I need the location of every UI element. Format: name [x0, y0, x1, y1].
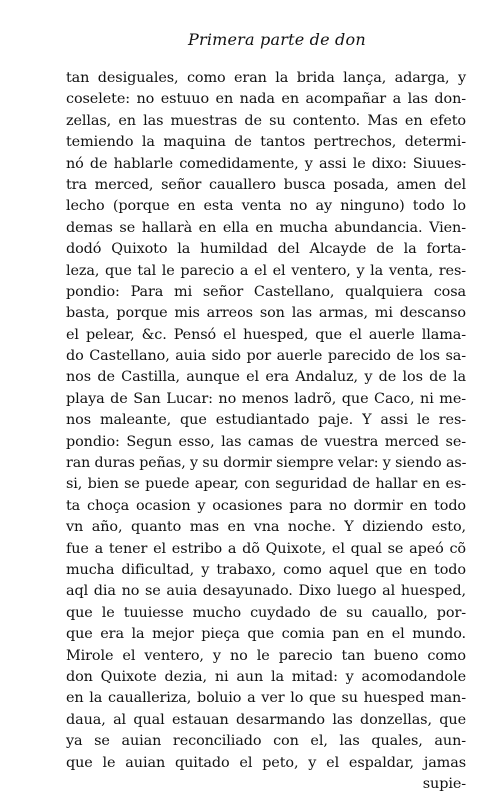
text-line: coselete: no estuuo en nada en acompañar a las don- [66, 91, 466, 108]
text-line: pondio: Para mi señor Castellano, qualquiera cosa [66, 283, 466, 300]
text-line: nó de hablarle comedidamente, y assi le dixo: Siuues- [66, 155, 466, 172]
catchword: supie- [422, 775, 466, 792]
text-line: fue a tener el estribo a dõ Quixote, el qual se apeó cõ [66, 540, 466, 557]
text-line: ya se auian reconciliado con el, las quales, aun- [66, 733, 466, 750]
text-line: aql dia no se auia desayunado. Dixo luego al huesped, [66, 583, 466, 600]
text-line: vn año, quanto mas en vna noche. Y diziendo esto, [66, 519, 466, 536]
text-line: temiendo la maquina de tantos pertrechos, determi- [66, 134, 466, 151]
text-line: lecho (porque en esta venta no ay ninguno) todo lo [66, 198, 466, 215]
text-line: en la caualleriza, boluio a ver lo que su huesped man- [66, 690, 466, 707]
text-line: Mirole el ventero, y no le parecio tan bueno como [66, 647, 466, 664]
text-line: tan desiguales, como eran la brida lança, adarga, y [66, 70, 466, 86]
text-line: si, bien se puede apear, con seguridad de hallar en es- [66, 476, 466, 493]
text-line: pondio: Segun esso, las camas de vuestra merced se- [66, 433, 466, 450]
text-line: que le tuuiesse mucho cuydado de su cauallo, por- [66, 604, 466, 621]
text-line: don Quixote dezia, ni aun la mitad: y acomodandole [66, 668, 466, 685]
text-line: ta choça ocasion y ocasiones para no dormir en todo [66, 497, 466, 514]
text-line: do Castellano, auia sido por auerle parecido de los sa- [66, 348, 466, 365]
text-line: que era la mejor pieça que comia pan en el mundo. [66, 626, 466, 643]
text-line: basta, porque mis arreos son las armas, mi descanso [66, 305, 466, 322]
text-line: nos de Castilla, aunque el era Andaluz, y de los de la [66, 369, 466, 386]
text-line: dodó Quixoto la humildad del Alcayde de la forta- [66, 241, 466, 258]
text-line: zellas, en las muestras de su contento. Mas en efeto [66, 112, 466, 129]
text-line: daua, al qual estauan desarmando las donzellas, que [66, 711, 466, 728]
text-line: tra merced, señor cauallero busca posada, amen del [66, 176, 466, 193]
text-line: que le auian quitado el peto, y el espaldar, jamas [66, 754, 466, 771]
text-line: leza, que tal le parecio a el el ventero, y la venta, res- [66, 262, 466, 279]
text-line: nos maleante, que estudiantado paje. Y assi le res- [66, 412, 466, 429]
running-header: Primera parte de don [188, 30, 366, 49]
text-line: demas se hallarà en ella en mucha abundancia. Vien- [66, 219, 466, 236]
body-text [66, 68, 466, 795]
text-line: el pelear, &c. Pensó el huesped, que el auerle llama- [66, 326, 466, 343]
text-line: playa de San Lucar: no menos ladrõ, que Caco, ni me- [66, 390, 466, 407]
text-line: mucha dificultad, y trabaxo, como aquel que en todo [66, 561, 466, 578]
text-line: ran duras peñas, y su dormir siempre velar: y siendo as- [66, 455, 467, 472]
